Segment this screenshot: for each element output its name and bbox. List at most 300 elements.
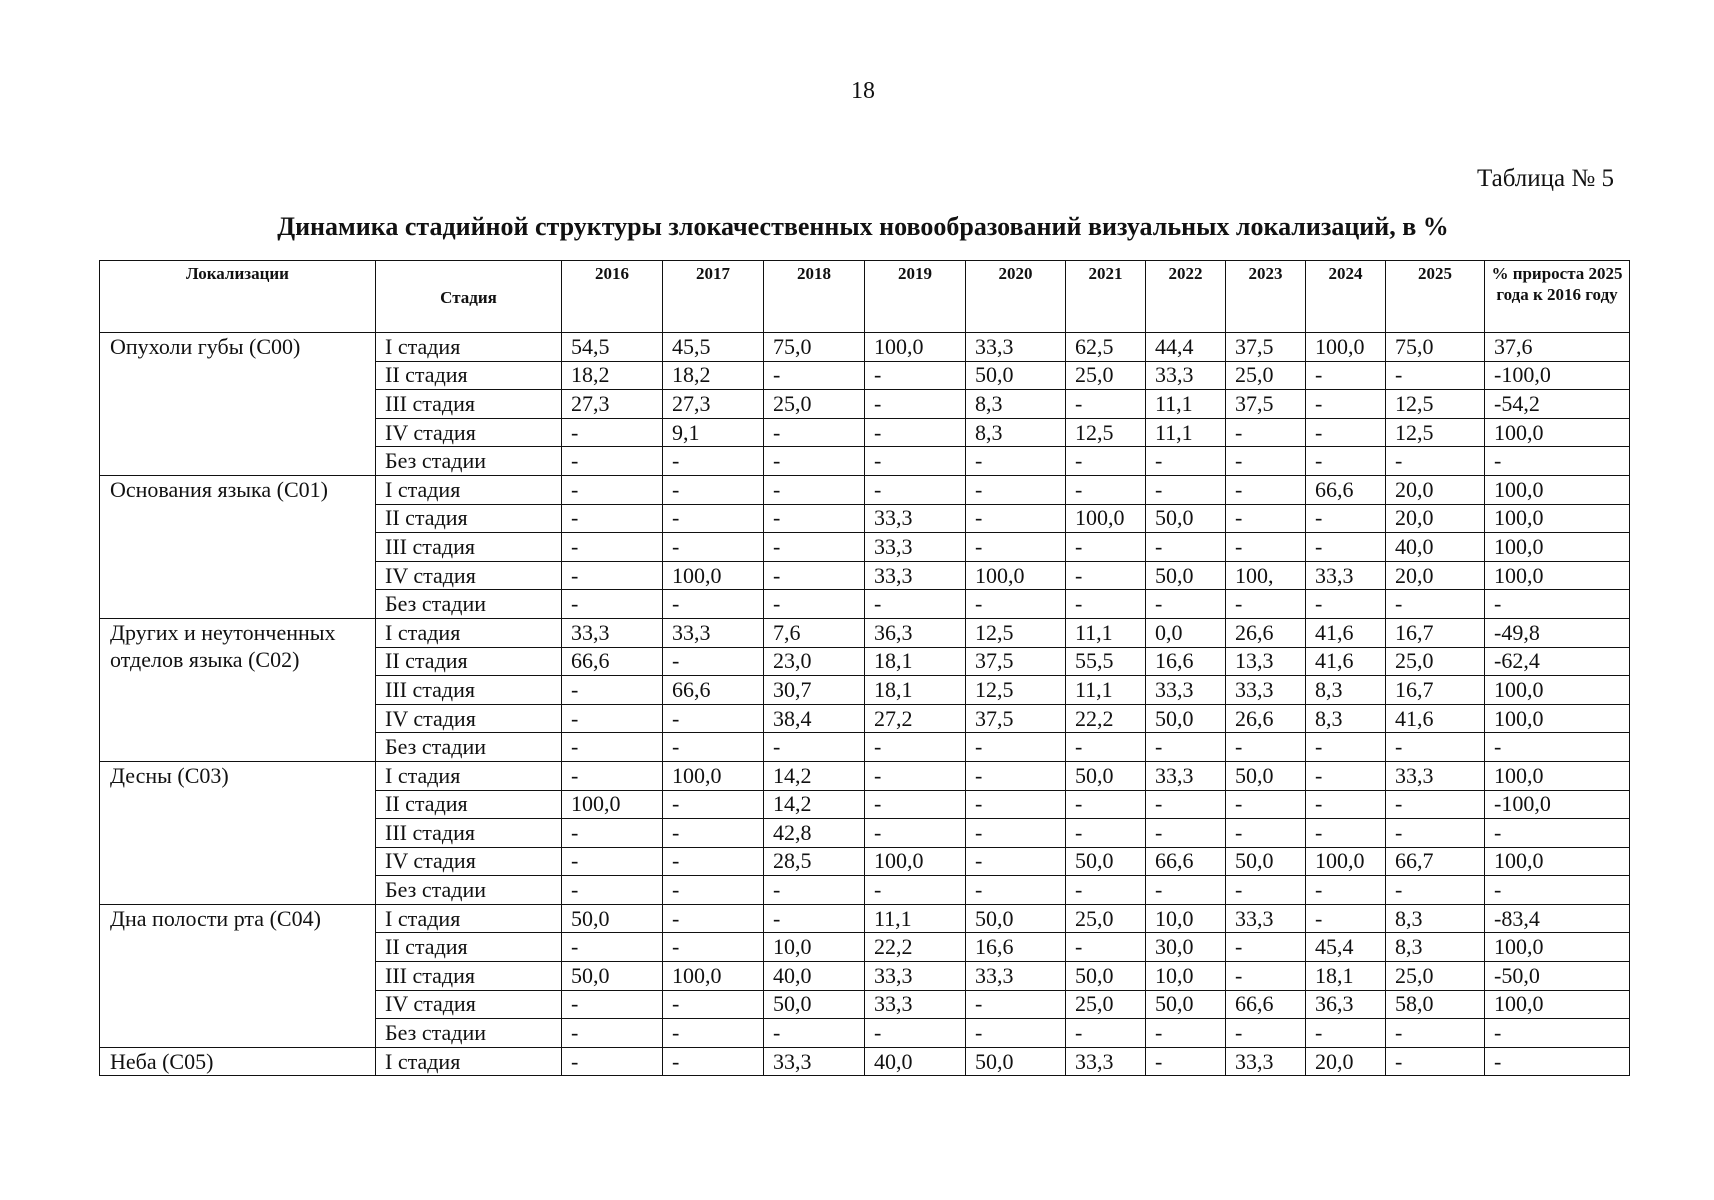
value-cell: - <box>966 847 1066 876</box>
value-cell: 42,8 <box>764 819 865 848</box>
value-cell: - <box>1306 876 1386 905</box>
value-cell: 12,5 <box>1386 418 1485 447</box>
value-cell: 66,6 <box>1306 475 1386 504</box>
value-cell: 11,1 <box>1066 618 1146 647</box>
value-cell: - <box>764 561 865 590</box>
value-cell: - <box>1066 876 1146 905</box>
value-cell: - <box>865 447 966 476</box>
value-cell: 66,6 <box>562 647 663 676</box>
value-cell: - <box>764 590 865 619</box>
stage-structure-table <box>99 260 1630 1076</box>
stage-cell: IV стадия <box>376 704 562 733</box>
table-row <box>100 333 1630 362</box>
value-cell: 16,6 <box>966 933 1066 962</box>
value-cell: 50,0 <box>562 962 663 991</box>
value-cell: - <box>663 876 764 905</box>
growth-cell: 100,0 <box>1485 676 1630 705</box>
value-cell: - <box>966 790 1066 819</box>
growth-cell: -83,4 <box>1485 904 1630 933</box>
value-cell: 18,1 <box>1306 962 1386 991</box>
stage-cell: I стадия <box>376 761 562 790</box>
value-cell: 25,0 <box>764 390 865 419</box>
value-cell: - <box>663 819 764 848</box>
growth-cell: 100,0 <box>1485 504 1630 533</box>
value-cell: 20,0 <box>1306 1047 1386 1076</box>
value-cell: 8,3 <box>1306 704 1386 733</box>
value-cell: - <box>663 1019 764 1048</box>
value-cell: - <box>1386 819 1485 848</box>
value-cell: 100,0 <box>1306 847 1386 876</box>
value-cell: - <box>663 447 764 476</box>
stage-cell: IV стадия <box>376 847 562 876</box>
growth-cell: -54,2 <box>1485 390 1630 419</box>
value-cell: 11,1 <box>1146 418 1226 447</box>
value-cell: 33,3 <box>1146 761 1226 790</box>
growth-cell: 100,0 <box>1485 933 1630 962</box>
stage-cell: III стадия <box>376 962 562 991</box>
localization-cell: Других и неутонченных отделов языка (С02) <box>100 618 376 761</box>
value-cell: - <box>562 933 663 962</box>
value-cell: 37,5 <box>966 647 1066 676</box>
value-cell: 7,6 <box>764 618 865 647</box>
value-cell: 100,0 <box>966 561 1066 590</box>
value-cell: - <box>562 1047 663 1076</box>
growth-cell: 100,0 <box>1485 475 1630 504</box>
value-cell: - <box>865 1019 966 1048</box>
value-cell: - <box>562 561 663 590</box>
value-cell: 50,0 <box>1066 847 1146 876</box>
value-cell: 22,2 <box>1066 704 1146 733</box>
value-cell: - <box>1306 904 1386 933</box>
value-cell: - <box>562 761 663 790</box>
header-year-2021: 2021 <box>1066 261 1146 333</box>
value-cell: 33,3 <box>865 504 966 533</box>
value-cell: - <box>562 847 663 876</box>
value-cell: - <box>663 475 764 504</box>
stage-cell: I стадия <box>376 333 562 362</box>
value-cell: - <box>865 819 966 848</box>
value-cell: 25,0 <box>1066 361 1146 390</box>
value-cell: - <box>1146 819 1226 848</box>
value-cell: - <box>1226 733 1306 762</box>
stage-cell: Без стадии <box>376 876 562 905</box>
stage-cell: II стадия <box>376 647 562 676</box>
value-cell: - <box>663 933 764 962</box>
table-row <box>100 1047 1630 1076</box>
value-cell: - <box>1226 590 1306 619</box>
stage-cell: I стадия <box>376 475 562 504</box>
value-cell: 62,5 <box>1066 333 1146 362</box>
value-cell: 100,0 <box>562 790 663 819</box>
growth-cell: -50,0 <box>1485 962 1630 991</box>
value-cell: 16,7 <box>1386 676 1485 705</box>
value-cell: 33,3 <box>562 618 663 647</box>
value-cell: - <box>966 990 1066 1019</box>
value-cell: 25,0 <box>1386 647 1485 676</box>
value-cell: - <box>1226 819 1306 848</box>
value-cell: - <box>966 733 1066 762</box>
value-cell: 55,5 <box>1066 647 1146 676</box>
value-cell: 33,3 <box>764 1047 865 1076</box>
value-cell: 14,2 <box>764 790 865 819</box>
value-cell: 100,0 <box>1306 333 1386 362</box>
value-cell: - <box>562 819 663 848</box>
value-cell: - <box>1146 876 1226 905</box>
growth-cell: 100,0 <box>1485 533 1630 562</box>
value-cell: - <box>1146 733 1226 762</box>
value-cell: 66,6 <box>663 676 764 705</box>
value-cell: 45,4 <box>1306 933 1386 962</box>
value-cell: 22,2 <box>865 933 966 962</box>
value-cell: - <box>1066 447 1146 476</box>
growth-cell: -100,0 <box>1485 790 1630 819</box>
value-cell: - <box>1386 361 1485 390</box>
value-cell: 25,0 <box>1066 990 1146 1019</box>
value-cell: - <box>1146 790 1226 819</box>
value-cell: - <box>1226 475 1306 504</box>
value-cell: 9,1 <box>663 418 764 447</box>
value-cell: - <box>1306 533 1386 562</box>
stage-cell: I стадия <box>376 904 562 933</box>
stage-cell: Без стадии <box>376 590 562 619</box>
value-cell: - <box>1146 1019 1226 1048</box>
growth-cell: 100,0 <box>1485 704 1630 733</box>
value-cell: 16,6 <box>1146 647 1226 676</box>
value-cell: 20,0 <box>1386 504 1485 533</box>
value-cell: 33,3 <box>1386 761 1485 790</box>
value-cell: 33,3 <box>966 333 1066 362</box>
value-cell: 12,5 <box>966 676 1066 705</box>
value-cell: - <box>562 990 663 1019</box>
value-cell: - <box>1226 533 1306 562</box>
value-cell: - <box>1306 447 1386 476</box>
stage-cell: Без стадии <box>376 447 562 476</box>
value-cell: 33,3 <box>1146 361 1226 390</box>
value-cell: 33,3 <box>865 962 966 991</box>
value-cell: - <box>764 361 865 390</box>
value-cell: 33,3 <box>1146 676 1226 705</box>
growth-cell: -49,8 <box>1485 618 1630 647</box>
value-cell: - <box>1306 761 1386 790</box>
value-cell: - <box>562 1019 663 1048</box>
value-cell: - <box>1066 475 1146 504</box>
value-cell: - <box>1306 790 1386 819</box>
value-cell: - <box>966 533 1066 562</box>
header-year-2020: 2020 <box>966 261 1066 333</box>
value-cell: - <box>764 1019 865 1048</box>
value-cell: - <box>1306 819 1386 848</box>
value-cell: - <box>764 418 865 447</box>
value-cell: 37,5 <box>966 704 1066 733</box>
value-cell: 50,0 <box>1146 561 1226 590</box>
header-growth-percent: % прироста 2025 года к 2016 году <box>1485 261 1630 333</box>
value-cell: - <box>764 533 865 562</box>
value-cell: - <box>764 876 865 905</box>
value-cell: - <box>1306 733 1386 762</box>
header-year-2017: 2017 <box>663 261 764 333</box>
value-cell: - <box>1226 504 1306 533</box>
growth-cell: 100,0 <box>1485 761 1630 790</box>
value-cell: 50,0 <box>1226 847 1306 876</box>
value-cell: 20,0 <box>1386 561 1485 590</box>
value-cell: 58,0 <box>1386 990 1485 1019</box>
value-cell: 10,0 <box>764 933 865 962</box>
value-cell: - <box>663 647 764 676</box>
value-cell: - <box>1146 475 1226 504</box>
value-cell: 54,5 <box>562 333 663 362</box>
value-cell: - <box>764 447 865 476</box>
growth-cell: -62,4 <box>1485 647 1630 676</box>
value-cell: - <box>1386 733 1485 762</box>
value-cell: 66,6 <box>1146 847 1226 876</box>
value-cell: - <box>865 590 966 619</box>
stage-cell: IV стадия <box>376 990 562 1019</box>
value-cell: - <box>966 819 1066 848</box>
value-cell: 8,3 <box>1386 933 1485 962</box>
value-cell: - <box>1226 962 1306 991</box>
value-cell: 41,6 <box>1386 704 1485 733</box>
value-cell: - <box>1386 790 1485 819</box>
value-cell: - <box>966 876 1066 905</box>
value-cell: - <box>1226 876 1306 905</box>
value-cell: 13,3 <box>1226 647 1306 676</box>
value-cell: - <box>663 990 764 1019</box>
value-cell: 30,0 <box>1146 933 1226 962</box>
value-cell: 8,3 <box>1386 904 1485 933</box>
value-cell: 25,0 <box>1226 361 1306 390</box>
value-cell: - <box>663 847 764 876</box>
stage-cell: III стадия <box>376 676 562 705</box>
value-cell: - <box>562 418 663 447</box>
value-cell: - <box>764 733 865 762</box>
value-cell: - <box>1306 1019 1386 1048</box>
value-cell: 100,0 <box>663 761 764 790</box>
value-cell: - <box>1226 790 1306 819</box>
growth-cell: - <box>1485 819 1630 848</box>
value-cell: 50,0 <box>966 904 1066 933</box>
table-caption: Таблица № 5 <box>1476 165 1614 192</box>
value-cell: - <box>1306 504 1386 533</box>
stage-cell: III стадия <box>376 819 562 848</box>
value-cell: - <box>1066 590 1146 619</box>
value-cell: 50,0 <box>1226 761 1306 790</box>
value-cell: 100, <box>1226 561 1306 590</box>
value-cell: 12,5 <box>966 618 1066 647</box>
value-cell: 28,5 <box>764 847 865 876</box>
value-cell: - <box>562 590 663 619</box>
value-cell: - <box>562 475 663 504</box>
value-cell: 50,0 <box>764 990 865 1019</box>
value-cell: - <box>663 504 764 533</box>
value-cell: - <box>1306 418 1386 447</box>
value-cell: 40,0 <box>865 1047 966 1076</box>
value-cell: 11,1 <box>1066 676 1146 705</box>
value-cell: - <box>966 1019 1066 1048</box>
value-cell: 8,3 <box>966 390 1066 419</box>
growth-cell: - <box>1485 876 1630 905</box>
value-cell: 33,3 <box>865 990 966 1019</box>
stage-cell: IV стадия <box>376 418 562 447</box>
stage-cell: III стадия <box>376 533 562 562</box>
value-cell: 37,5 <box>1226 333 1306 362</box>
value-cell: - <box>764 504 865 533</box>
table-row <box>100 904 1630 933</box>
header-localization: Локализации <box>100 261 376 333</box>
value-cell: 50,0 <box>966 361 1066 390</box>
value-cell: 30,7 <box>764 676 865 705</box>
value-cell: - <box>562 447 663 476</box>
value-cell: - <box>1386 876 1485 905</box>
value-cell: 50,0 <box>1146 990 1226 1019</box>
table-row <box>100 475 1630 504</box>
value-cell: 40,0 <box>1386 533 1485 562</box>
value-cell: - <box>562 733 663 762</box>
value-cell: 10,0 <box>1146 904 1226 933</box>
value-cell: - <box>1306 361 1386 390</box>
value-cell: - <box>1066 933 1146 962</box>
value-cell: - <box>966 761 1066 790</box>
value-cell: - <box>966 504 1066 533</box>
stage-cell: I стадия <box>376 1047 562 1076</box>
header-year-2025: 2025 <box>1386 261 1485 333</box>
header-stage: Стадия <box>376 261 562 333</box>
value-cell: - <box>865 733 966 762</box>
value-cell: - <box>562 676 663 705</box>
table-row <box>100 761 1630 790</box>
value-cell: 50,0 <box>1146 504 1226 533</box>
value-cell: 37,5 <box>1226 390 1306 419</box>
value-cell: 41,6 <box>1306 618 1386 647</box>
value-cell: - <box>764 904 865 933</box>
value-cell: 18,2 <box>562 361 663 390</box>
value-cell: 16,7 <box>1386 618 1485 647</box>
value-cell: 27,3 <box>562 390 663 419</box>
value-cell: 100,0 <box>663 561 764 590</box>
value-cell: - <box>1386 590 1485 619</box>
value-cell: 33,3 <box>1066 1047 1146 1076</box>
value-cell: - <box>764 475 865 504</box>
stage-cell: IV стадия <box>376 561 562 590</box>
value-cell: 11,1 <box>1146 390 1226 419</box>
value-cell: 27,3 <box>663 390 764 419</box>
stage-cell: I стадия <box>376 618 562 647</box>
value-cell: 33,3 <box>865 533 966 562</box>
value-cell: 18,1 <box>865 676 966 705</box>
table-header-row <box>100 261 1630 333</box>
value-cell: 33,3 <box>865 561 966 590</box>
value-cell: - <box>865 361 966 390</box>
value-cell: 25,0 <box>1386 962 1485 991</box>
value-cell: 18,1 <box>865 647 966 676</box>
value-cell: 12,5 <box>1066 418 1146 447</box>
header-year-2024: 2024 <box>1306 261 1386 333</box>
value-cell: - <box>865 418 966 447</box>
value-cell: 50,0 <box>1066 761 1146 790</box>
value-cell: 36,3 <box>865 618 966 647</box>
localization-cell: Опухоли губы (С00) <box>100 333 376 476</box>
value-cell: 38,4 <box>764 704 865 733</box>
growth-cell: - <box>1485 590 1630 619</box>
value-cell: 50,0 <box>1066 962 1146 991</box>
value-cell: - <box>1066 790 1146 819</box>
value-cell: - <box>966 447 1066 476</box>
value-cell: - <box>663 590 764 619</box>
value-cell: 14,2 <box>764 761 865 790</box>
value-cell: 8,3 <box>966 418 1066 447</box>
value-cell: 18,2 <box>663 361 764 390</box>
stage-cell: II стадия <box>376 933 562 962</box>
value-cell: - <box>1226 933 1306 962</box>
value-cell: - <box>966 475 1066 504</box>
stage-cell: III стадия <box>376 390 562 419</box>
value-cell: 36,3 <box>1306 990 1386 1019</box>
value-cell: - <box>1386 1047 1485 1076</box>
table-row <box>100 618 1630 647</box>
growth-cell: 100,0 <box>1485 990 1630 1019</box>
value-cell: 26,6 <box>1226 618 1306 647</box>
value-cell: - <box>663 533 764 562</box>
value-cell: 20,0 <box>1386 475 1485 504</box>
growth-cell: -100,0 <box>1485 361 1630 390</box>
value-cell: 11,1 <box>865 904 966 933</box>
value-cell: - <box>865 475 966 504</box>
value-cell: - <box>865 390 966 419</box>
header-year-2019: 2019 <box>865 261 966 333</box>
value-cell: 50,0 <box>966 1047 1066 1076</box>
value-cell: - <box>1306 590 1386 619</box>
value-cell: 50,0 <box>1146 704 1226 733</box>
value-cell: 41,6 <box>1306 647 1386 676</box>
growth-cell: 100,0 <box>1485 561 1630 590</box>
value-cell: - <box>1146 533 1226 562</box>
value-cell: - <box>865 876 966 905</box>
value-cell: 23,0 <box>764 647 865 676</box>
value-cell: 100,0 <box>865 333 966 362</box>
value-cell: - <box>562 704 663 733</box>
value-cell: 26,6 <box>1226 704 1306 733</box>
value-cell: 33,3 <box>1226 1047 1306 1076</box>
value-cell: 40,0 <box>764 962 865 991</box>
stage-cell: Без стадии <box>376 1019 562 1048</box>
stage-cell: II стадия <box>376 504 562 533</box>
value-cell: - <box>663 904 764 933</box>
header-year-2022: 2022 <box>1146 261 1226 333</box>
table-body <box>100 333 1630 1076</box>
value-cell: - <box>562 533 663 562</box>
value-cell: 33,3 <box>1226 904 1306 933</box>
value-cell: - <box>663 733 764 762</box>
growth-cell: - <box>1485 1047 1630 1076</box>
localization-cell: Десны (С03) <box>100 761 376 904</box>
stage-cell: Без стадии <box>376 733 562 762</box>
page-number: 18 <box>851 78 875 104</box>
value-cell: 33,3 <box>1306 561 1386 590</box>
value-cell: 27,2 <box>865 704 966 733</box>
value-cell: 75,0 <box>1386 333 1485 362</box>
growth-cell: - <box>1485 447 1630 476</box>
value-cell: - <box>1226 447 1306 476</box>
value-cell: 25,0 <box>1066 904 1146 933</box>
value-cell: - <box>1226 1019 1306 1048</box>
value-cell: - <box>1066 390 1146 419</box>
stage-cell: II стадия <box>376 361 562 390</box>
value-cell: - <box>865 790 966 819</box>
value-cell: - <box>1146 447 1226 476</box>
value-cell: 33,3 <box>1226 676 1306 705</box>
value-cell: - <box>1066 561 1146 590</box>
document-title: Динамика стадийной структуры злокачественных новообразований визуальных локализаций, в % <box>277 212 1449 241</box>
value-cell: - <box>966 590 1066 619</box>
